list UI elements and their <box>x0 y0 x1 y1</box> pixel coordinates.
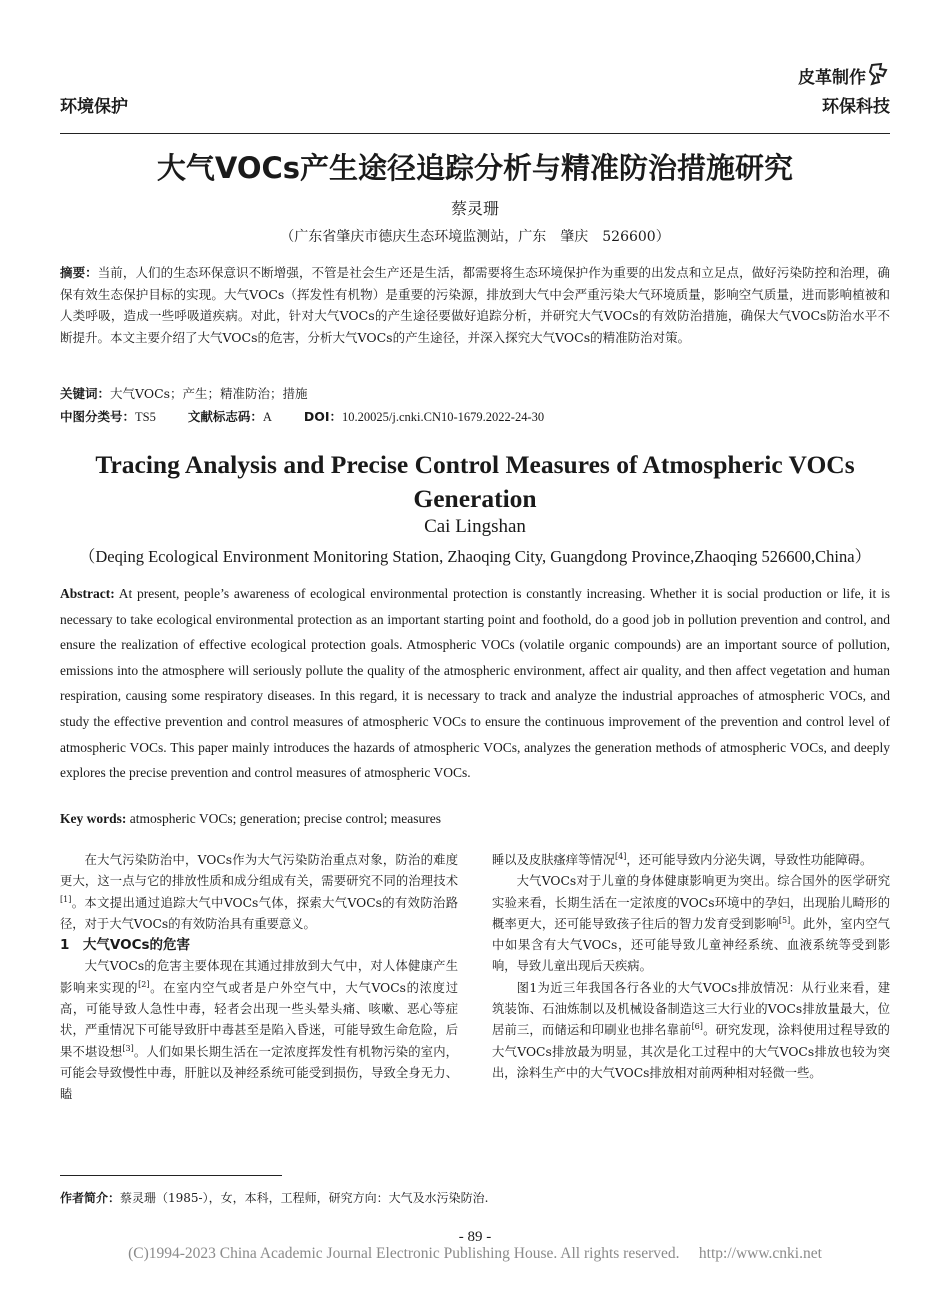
citation-ref[interactable]: [6] <box>691 1022 703 1032</box>
clc-label: 中图分类号： <box>60 409 136 424</box>
paper-title-en: Tracing Analysis and Precise Control Measures of Atmospheric VOCs Generation <box>95 450 855 513</box>
body-column-left <box>60 850 458 1106</box>
journal-name <box>798 62 890 120</box>
body-paragraph <box>60 956 458 1105</box>
affiliation-en: （Deqing Ecological Environment Monitoring Station, Zhaoqing City, Guangdong Province,Zhaoqing 526600,China） <box>78 547 872 566</box>
author-en: Cai Lingshan <box>424 516 526 537</box>
journal-name-line2: 环保科技 <box>822 97 890 117</box>
keywords-cn-text: 大气VOCs；产生；精准防治；措施 <box>110 386 308 401</box>
text-run: 大气VOCs对于儿童的身体健康影响更为突出。综合国外的医学研究实验来看，长期生活在一定浓度的VOCs环境中的孕妇，出现胎儿畸形的概率更大，还可能导致孩子往后的智力发育受到影响 <box>492 874 890 931</box>
section-label: 环境保护 <box>60 97 128 117</box>
affiliation-cn: （广东省肇庆市德庆生态环境监测站，广东 肇庆 526600） <box>280 229 670 245</box>
footnote-text: 蔡灵珊（1985-），女，本科，工程师，研究方向：大气及水污染防治. <box>120 1191 489 1205</box>
doc-code-value: A <box>262 410 272 424</box>
leather-logo-icon <box>868 62 890 94</box>
keywords-cn-label: 关键词： <box>60 386 111 401</box>
abstract-cn-label: 摘要： <box>60 265 98 280</box>
keywords-cn <box>60 383 890 405</box>
citation-ref[interactable]: [5] <box>778 915 791 925</box>
author-cn: 蔡灵珊 <box>450 199 499 218</box>
text-run: 睡以及皮肤瘙痒等情况 <box>492 853 615 867</box>
footnote-label: 作者简介： <box>60 1191 121 1205</box>
body-paragraph <box>492 850 890 871</box>
body-paragraph <box>492 871 890 977</box>
doc-code-label: 文献标志码： <box>187 409 263 424</box>
body-paragraph <box>492 978 890 1084</box>
abstract-en <box>60 581 890 786</box>
keywords-en-label: Key words: <box>60 811 127 826</box>
text-run: 在大气污染防治中，VOCs作为大气污染防治重点对象，防治的难度更大，这一点与它的排放性质和成分组成有关，需要研究不同的治理技术 <box>60 853 458 889</box>
journal-name-line1: 皮革制作 <box>798 68 866 88</box>
abstract-en-text: At present, people’s awareness of ecological environmental protection is constantly increasing. Whether it is social production or life, it is necessary to take ecological environmental protection as an important starting point and foothold, do a good job in pollution prevention and control, and ensure the realization of effective ecological protection goals. Atmospheric VOCs (volatile organic compounds) are an important source of pollution, emissions into the atmosphere will seriously pollute the quality of the atmospheric environment, affect air quality, and then affect vegetation and human respiration, causing some respiratory diseases. In this regard, it is necessary to track and analyze the industrial approaches of atmospheric VOCs, and study the effective prevention and control measures of atmospheric VOCs to ensure the continuous improvement of the prevention and control level of atmospheric VOCs. This paper mainly introduces the hazards of atmospheric VOCs, analyzes the generation methods of atmospheric VOCs, and deeply explores the precise prevention and control measures of atmospheric VOCs. <box>60 586 890 781</box>
text-run: 图1为近三年我国各行各业的大气VOCs排放情况：从行业来看，建筑装饰、石油炼制以及机械设备制造这三大行业的VOCs排放量最大，位居前三，而储运和印刷业也排名靠前 <box>492 980 890 1038</box>
abstract-cn-text: 当前，人们的生态环保意识不断增强，不管是社会生产还是生活，都需要将生态环境保护作为重要的出发点和立足点，做好污染防控和治理，确保有效生态保护目标的实现。大气VOCs（挥发性有机物）是重要的污染源，排放到大气中会严重污染大气环境质量，影响空气质量，进而影响植被和人类呼吸，造成一些呼吸道疾病。对此，针对大气VOCs的产生途径要做好追踪分析，并研究大气VOCs的有效防治措施，确保大气VOCs防治水平不断提升。本文主要介绍了大气VOCs的危害，分析大气VOCs的产生途径，并深入探究大气VOCs的精准防治对策。 <box>60 265 890 345</box>
section-heading: 1 大气VOCs的危害 <box>60 937 191 954</box>
text-run: 。在室内空气或者是户外空气中，大气VOCs的浓度过高，可能导致人急性中毒，轻者会出现一些头晕头痛、咳嗽、恶心等症状，严重情况下可能导致肝中毒甚至是陷入昏迷，可能导致生命危险，后果不堪设想 <box>60 980 458 1059</box>
paper-title-cn: 大气VOCs产生途径追踪分析与精准防治措施研究 <box>156 151 794 185</box>
clc-value: TS5 <box>135 410 156 424</box>
text-run: 。人们如果长期生活在一定浓度挥发性有机物污染的室内，可能会导致慢性中毒，肝脏以及神经系统可能受到损伤，导致全身无力、瞌 <box>60 1044 458 1102</box>
doi-label: DOI： <box>303 409 343 424</box>
citation-ref[interactable]: [1] <box>60 894 72 904</box>
citation-ref[interactable]: [2] <box>138 979 150 989</box>
body-column-right <box>492 850 890 1084</box>
text-run: 。本文提出通过追踪大气中VOCs气体，探索大气VOCs的有效防治路径，对于大气VOCs的有效防治具有重要意义。 <box>60 895 458 931</box>
copyright-watermark: (C)1994-2023 China Academic Journal Electronic Publishing House. All rights reserved. http://www.cnki.net <box>128 1245 822 1262</box>
footnote-divider <box>60 1175 282 1176</box>
page-number: - 89 - <box>458 1229 492 1245</box>
text-run: ，还可能导致内分泌失调，导致性功能障碍。 <box>626 853 873 867</box>
body-paragraph <box>60 850 458 935</box>
author-footnote <box>60 1189 488 1206</box>
keywords-en-text: atmospheric VOCs; generation; precise control; measures <box>126 811 442 826</box>
abstract-en-label: Abstract: <box>60 586 115 601</box>
keywords-en <box>60 811 890 827</box>
text-run: 。研究发现，涂料使用过程导致的大气VOCs排放最为明显，其次是化工过程中的大气VOCs排放也较为突出，涂料生产中的大气VOCs排放相对前两种相对轻微一些。 <box>492 1023 890 1080</box>
abstract-cn <box>60 262 890 348</box>
classification-line <box>60 406 890 429</box>
citation-ref[interactable]: [3] <box>122 1043 134 1053</box>
citation-ref[interactable]: [4] <box>614 851 627 861</box>
doi-value: 10.20025/j.cnki.CN10-1679.2022-24-30 <box>342 410 545 424</box>
text-run: 。此外，室内空气中如果含有大气VOCs，还可能导致儿童神经系统、血液系统等受到影响，导致儿童出现后天疾病。 <box>492 916 890 974</box>
header-divider <box>60 133 890 134</box>
text-run: 大气VOCs的危害主要体现在其通过排放到大气中，对人体健康产生影响来实现的 <box>60 959 458 995</box>
